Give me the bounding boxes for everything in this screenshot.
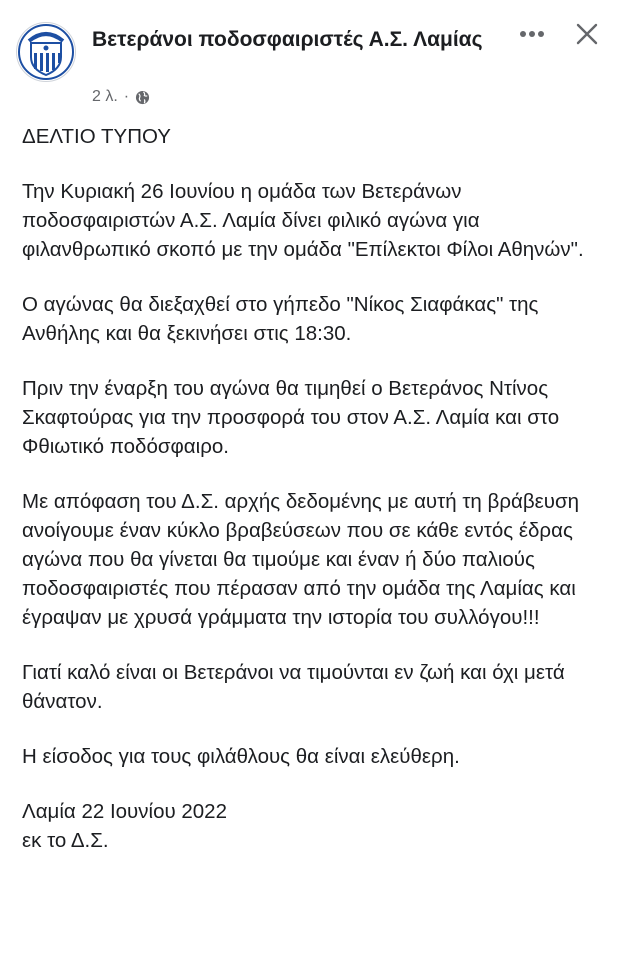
signature-date: Λαμία 22 Ιουνίου 2022 xyxy=(22,800,227,823)
club-logo xyxy=(17,23,75,81)
post-paragraph: Πριν την έναρξη του αγώνα θα τιμηθεί ο Βετεράνος Ντίνος Σκαφτούρας για την προσφορά του στον Α.Σ. Λαμία και στο Φθιωτικό ποδόσφαιρο. xyxy=(22,377,560,458)
page-avatar[interactable] xyxy=(16,22,76,82)
post-meta xyxy=(92,88,150,106)
close-button[interactable] xyxy=(570,17,604,51)
more-horizontal-icon xyxy=(519,30,545,38)
more-options-button[interactable] xyxy=(515,17,549,51)
post-header xyxy=(0,0,617,118)
post-text xyxy=(22,122,607,855)
post-paragraph: Ο αγώνας θα διεξαχθεί στο γήπεδο "Νίκος Σιαφάκας" της Ανθήλης και θα ξεκινήσει στις 18:30. xyxy=(22,293,539,345)
page-name[interactable]: Βετεράνοι ποδοσφαιριστές Α.Σ. Λαμίας xyxy=(92,28,483,51)
meta-separator: · xyxy=(123,88,130,105)
post-heading: ΔΕΛΤΙΟ ΤΥΠΟΥ xyxy=(22,125,171,148)
post-paragraph: Γιατί καλό είναι οι Βετεράνοι να τιμούνται εν ζωή και όχι μετά θάνατον. xyxy=(22,661,565,713)
signature-from: εκ το Δ.Σ. xyxy=(22,829,109,852)
post-paragraph: Η είσοδος για τους φιλάθλους θα είναι ελεύθερη. xyxy=(22,745,460,768)
post-timestamp[interactable]: 2 λ. xyxy=(92,88,118,105)
close-icon xyxy=(576,23,598,45)
post-paragraph: Με απόφαση του Δ.Σ. αρχής δεδομένης με αυτή τη βράβευση ανοίγουμε έναν κύκλο βραβεύσεων που σε κάθε εντός έδρας αγώνα που θα γίνεται θα τιμούμε και έναν ή δύο παλιούς ποδοσφαιριστές που πέρασαν από την ομάδα της Λαμίας και έγραψαν με χρυσά γράμματα την ιστορία του συλλόγου!!! xyxy=(22,490,580,629)
post-paragraph: Την Κυριακή 26 Ιουνίου η ομάδα των Βετεράνων ποδοσφαιριστών Α.Σ. Λαμία δίνει φιλικό αγώνα για φιλανθρωπικό σκοπό με την ομάδα "Επίλεκτοι Φίλοι Αθηνών". xyxy=(22,180,584,261)
globe-icon xyxy=(135,90,150,105)
